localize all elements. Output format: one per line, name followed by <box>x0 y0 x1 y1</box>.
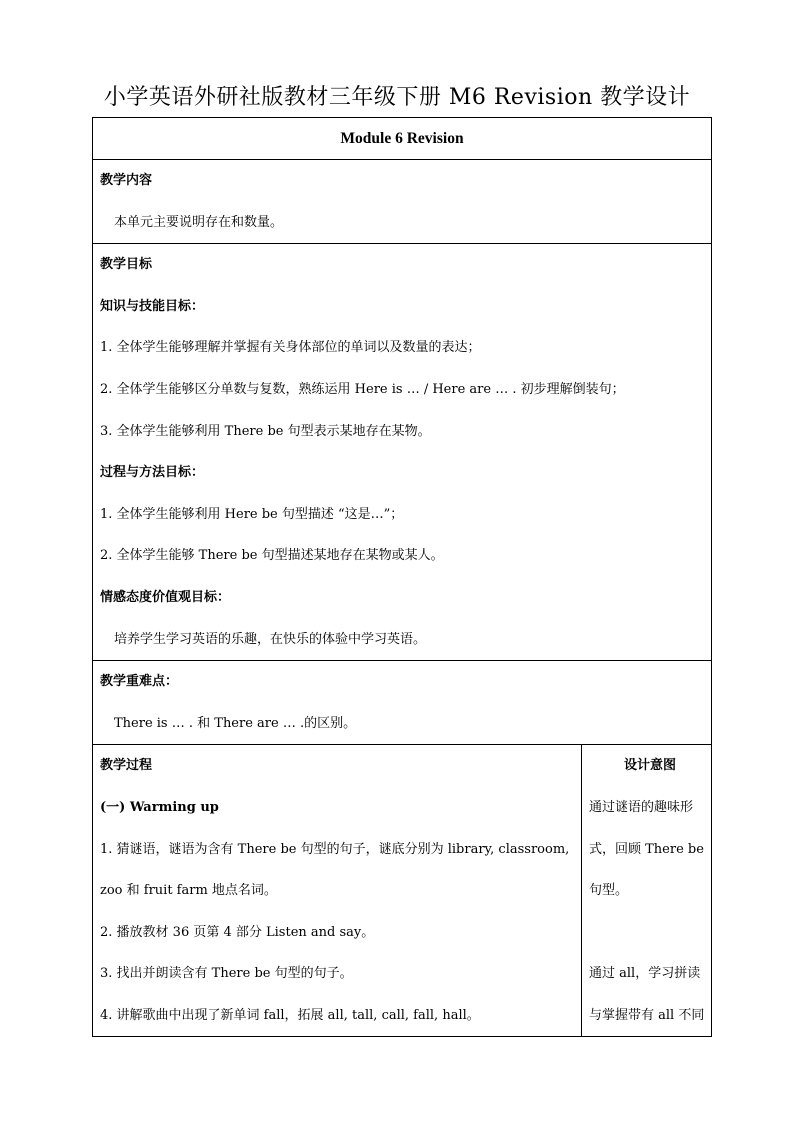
difficulty-section <box>93 661 712 745</box>
difficulty-text: There is … . 和 There are … .的区别。 <box>114 715 357 731</box>
goals-heading: 教学目标 <box>100 257 153 273</box>
process-goal-item: 1. 全体学生能够利用 Here be 句型描述 “这是…”； <box>100 506 404 522</box>
process-right-column <box>582 745 712 1037</box>
process-step: zoo 和 fruit farm 地点名词。 <box>100 883 277 899</box>
knowledge-goal-item: 1. 全体学生能够理解并掌握有关身体部位的单词以及数量的表达； <box>100 340 481 356</box>
intent-line: 句型。 <box>589 883 629 899</box>
process-goal-item: 2. 全体学生能够 There be 句型描述某地存在某物或某人。 <box>100 548 444 564</box>
process-left-column <box>93 745 582 1037</box>
knowledge-goals-heading: 知识与技能目标： <box>100 298 205 314</box>
module-heading: Module 6 Revision <box>93 118 712 160</box>
process-goals-heading: 过程与方法目标： <box>100 465 205 481</box>
intent-line: 与掌握带有 all 不同 <box>589 1007 705 1023</box>
document-title: 小学英语外研社版教材三年级下册 M6 Revision 教学设计 <box>103 85 691 110</box>
emotion-goals-heading: 情感态度价值观目标： <box>100 589 231 605</box>
process-step: 1. 猜谜语，谜语为含有 There be 句型的句子，谜底分别为 library, classroom, <box>100 841 570 857</box>
intent-line: 通过 all，学习拼读 <box>589 966 701 982</box>
content-text: 本单元主要说明存在和数量。 <box>114 214 284 230</box>
process-step: 3. 找出并朗读含有 There be 句型的句子。 <box>100 966 353 982</box>
intent-line: 通过谜语的趣味形 <box>589 799 694 815</box>
knowledge-goal-item: 3. 全体学生能够利用 There be 句型表示某地存在某物。 <box>100 423 431 439</box>
difficulty-heading: 教学重难点： <box>100 674 179 690</box>
content-section <box>93 160 712 244</box>
intent-heading: 设计意图 <box>623 758 676 774</box>
process-step: 2. 播放教材 36 页第 4 部分 Listen and say。 <box>100 924 375 940</box>
lesson-plan-table <box>92 117 712 1037</box>
intent-line <box>589 912 711 954</box>
goals-section <box>93 244 712 661</box>
knowledge-goal-item: 2. 全体学生能够区分单数与复数，熟练运用 Here is … / Here are … . 初步理解倒装句； <box>100 381 625 397</box>
process-step: 4. 讲解歌曲中出现了新单词 fall，拓展 all, tall, call, fall, hall。 <box>100 1007 480 1023</box>
emotion-goal-text: 培养学生学习英语的乐趣，在快乐的体验中学习英语。 <box>114 631 427 647</box>
warmup-heading: (一) Warming up <box>100 799 219 815</box>
content-heading: 教学内容 <box>100 173 153 188</box>
process-heading: 教学过程 <box>100 758 153 774</box>
intent-line: 式，回顾 There be <box>589 841 704 857</box>
